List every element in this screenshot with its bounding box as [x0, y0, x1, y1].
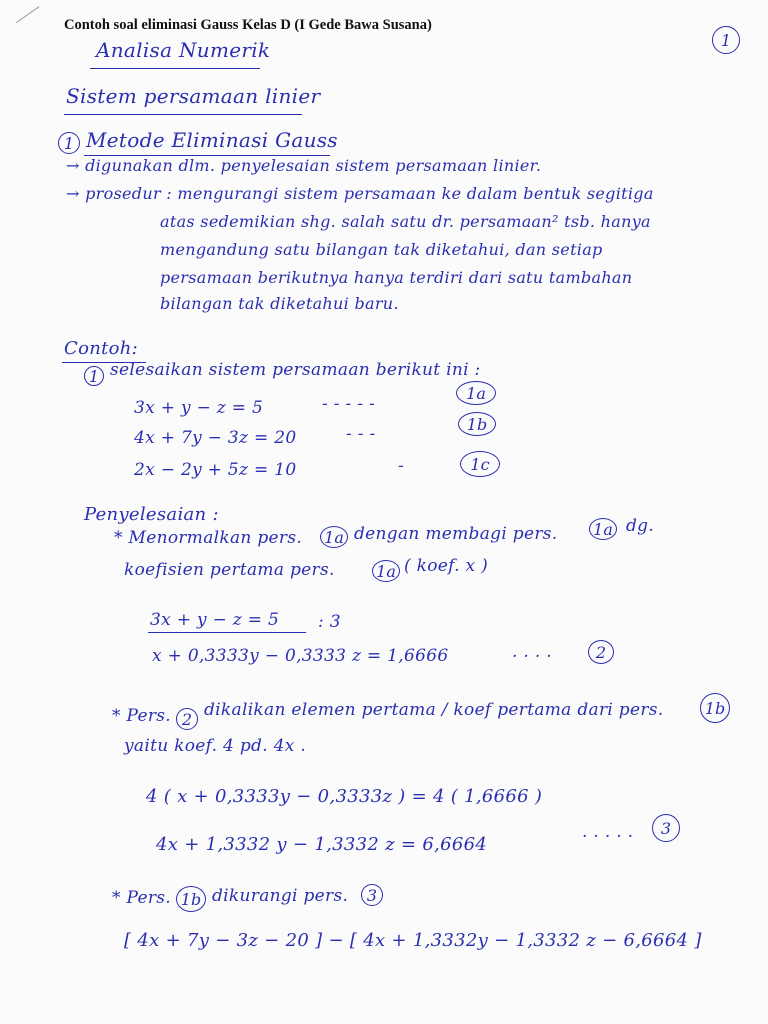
step-3-text-a: * Pers. — [112, 888, 171, 908]
equation-1b: 4x + 7y − 3z = 20 — [134, 428, 297, 448]
equation-1b-tag: 1b — [458, 412, 496, 436]
normalized-tag: 2 — [588, 640, 614, 664]
normalized-dots: . . . . — [512, 642, 552, 662]
section-title: Metode Eliminasi Gauss — [86, 128, 338, 152]
step-1-text-a: * Menormalkan pers. — [114, 528, 303, 548]
equation-1c-dots: - — [398, 456, 405, 476]
step-1-tag-b: 1a — [589, 518, 617, 540]
normalized-equation: x + 0,3333y − 0,3333 z = 1,6666 — [152, 646, 449, 666]
subtraction-equation: [ 4x + 7y − 3z − 20 ] − [ 4x + 1,3332y − 1,3332 z − 6,6664 ] — [124, 930, 702, 951]
division-equation: 3x + y − z = 5 — [150, 610, 280, 630]
step-2-line-2: yaitu koef. 4 pd. 4x . — [124, 736, 307, 756]
course-title: Analisa Numerik — [96, 38, 271, 62]
equation-1a: 3x + y − z = 5 — [134, 398, 264, 418]
step-1-text-c: dg. — [626, 516, 655, 536]
solution-heading: Penyelesaian : — [84, 504, 219, 525]
page-number-circle: 1 — [712, 26, 740, 54]
step-1-line-2-end: ( koef. x ) — [404, 556, 489, 576]
step-2-tag-a: 2 — [176, 708, 198, 730]
topic-underline — [64, 114, 302, 115]
equation-1a-tag: 1a — [456, 381, 496, 405]
equation-1c-tag: 1c — [460, 451, 500, 477]
definition-line-2: → prosedur : mengurangi sistem persamaan ke dalam bentuk segitiga — [66, 184, 654, 203]
step-1-line-2: koefisien pertama pers. — [124, 560, 335, 580]
equation-1b-dots: - - - — [346, 424, 376, 444]
step-1-tag-c: 1a — [372, 560, 400, 582]
definition-line-4: mengandung satu bilangan tak diketahui, dan setiap — [160, 240, 603, 259]
step-3-text-b: dikurangi pers. — [212, 886, 349, 906]
step-2-text-a: * Pers. — [112, 706, 171, 726]
definition-line-5: persamaan berikutnya hanya terdiri dari satu tambahan — [160, 268, 633, 287]
equation-1c: 2x − 2y + 5z = 10 — [134, 460, 297, 480]
course-underline — [90, 68, 260, 69]
result-equation: 4x + 1,3332 y − 1,3332 z = 6,6664 — [156, 834, 488, 855]
step-1-text-b: dengan membagi pers. — [354, 524, 558, 544]
step-2-tag-b: 1b — [700, 693, 730, 723]
document-header: Contoh soal eliminasi Gauss Kelas D (I Gede Bawa Susana) — [64, 17, 432, 33]
example-intro: selesaikan sistem persamaan berikut ini : — [110, 360, 481, 380]
definition-line-6: bilangan tak diketahui baru. — [160, 294, 399, 313]
step-3-tag-b: 3 — [361, 884, 383, 906]
division-underline — [148, 632, 306, 633]
step-2-text-b: dikalikan elemen pertama / koef pertama dari pers. — [204, 700, 664, 720]
section-number-circle: 1 — [58, 132, 80, 154]
example-number-circle: 1 — [84, 366, 104, 386]
equation-1a-dots: - - - - - — [322, 394, 376, 414]
step-3-tag-a: 1b — [176, 886, 206, 912]
example-heading: Contoh: — [64, 338, 139, 359]
result-tag: 3 — [652, 814, 680, 842]
multiplied-equation: 4 ( x + 0,3333y − 0,3333z ) = 4 ( 1,6666 ) — [146, 786, 543, 807]
definition-line-1: → digunakan dlm. penyelesaian sistem persamaan linier. — [66, 156, 542, 175]
topic-title: Sistem persamaan linier — [66, 84, 321, 108]
result-dots: . . . . . — [582, 822, 634, 842]
definition-line-3: atas sedemikian shg. salah satu dr. persamaan² tsb. hanya — [160, 212, 651, 231]
division-divisor: : 3 — [318, 612, 341, 632]
corner-mark — [16, 6, 40, 24]
step-1-tag-a: 1a — [320, 526, 348, 548]
